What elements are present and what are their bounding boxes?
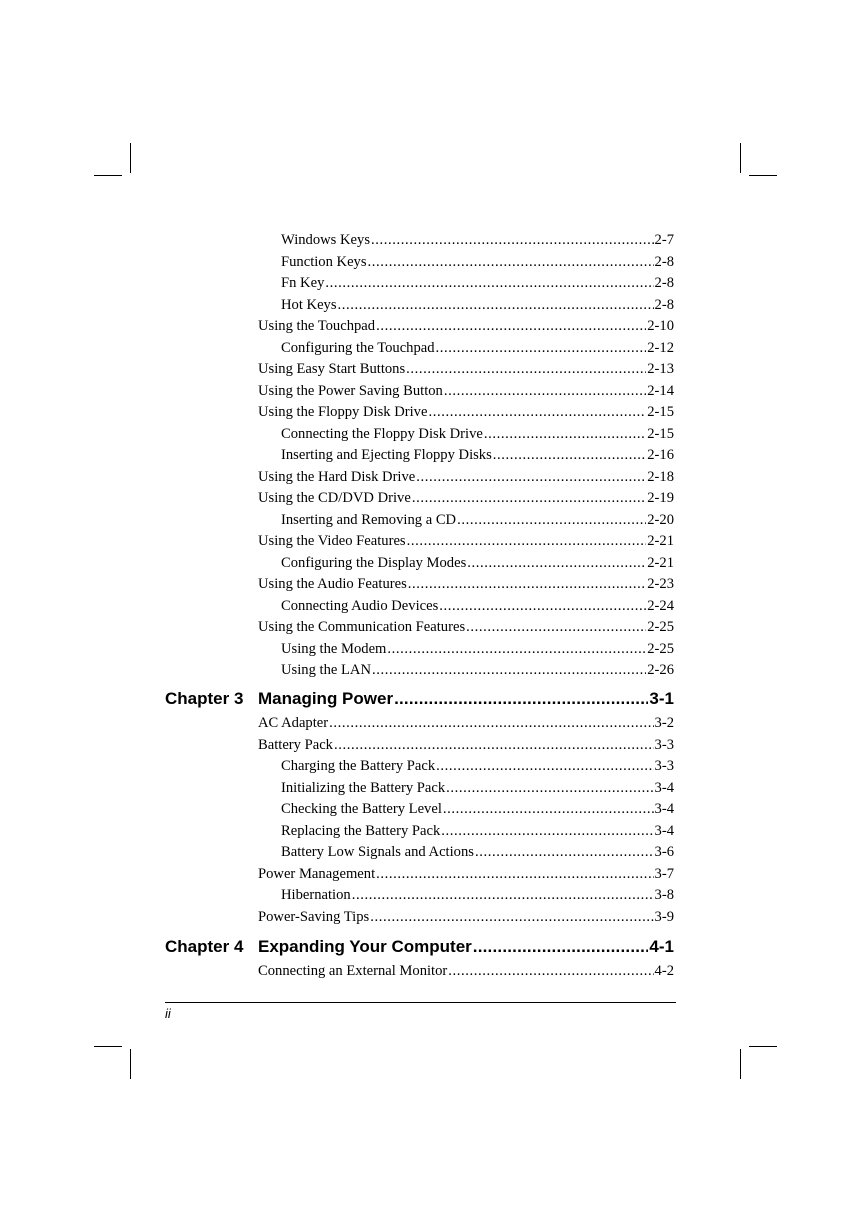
crop-mark xyxy=(740,1049,741,1079)
crop-mark xyxy=(94,1046,122,1047)
dot-leader xyxy=(387,640,646,658)
dot-leader xyxy=(467,554,646,572)
toc-entry-page: 3-8 xyxy=(654,887,674,903)
toc-entry-title: Inserting and Removing a CD xyxy=(281,511,457,528)
toc-entry[interactable] xyxy=(258,317,674,335)
dot-leader xyxy=(371,231,654,249)
dot-leader xyxy=(443,800,654,818)
toc-entry-page: 2-7 xyxy=(654,232,674,248)
chapter-title: Managing Power xyxy=(258,689,394,708)
dot-leader xyxy=(325,274,653,292)
dot-leader xyxy=(484,425,646,443)
crop-mark xyxy=(130,1049,131,1079)
chapter-heading-row[interactable] xyxy=(258,688,674,710)
toc-entry[interactable] xyxy=(281,843,674,861)
toc-entry[interactable] xyxy=(258,489,674,507)
toc-entry-title: Using Easy Start Buttons xyxy=(258,361,406,377)
dot-leader xyxy=(412,489,646,507)
toc-entry-page: 2-26 xyxy=(647,662,674,678)
toc-entry-title: Using the Power Saving Button xyxy=(258,382,443,399)
toc-entry-page: 3-3 xyxy=(654,758,674,774)
dot-leader xyxy=(416,468,646,486)
toc-entry-title: AC Adapter xyxy=(258,715,329,731)
dot-leader xyxy=(329,714,653,732)
chapter-label: Chapter 3 xyxy=(165,689,244,708)
toc-entry[interactable] xyxy=(258,575,674,593)
toc-entry-page: 2-14 xyxy=(647,382,674,399)
toc-entry[interactable] xyxy=(281,511,674,529)
dot-leader xyxy=(406,360,646,378)
toc-entry[interactable] xyxy=(281,757,674,775)
toc-entry-title: Battery Pack xyxy=(258,736,333,753)
toc-entry-title: Using the Touchpad xyxy=(258,318,376,334)
dot-leader xyxy=(436,339,647,357)
toc-entry-title: Power Management xyxy=(258,865,376,882)
toc-entry[interactable] xyxy=(281,554,674,572)
footer-rule xyxy=(165,1002,676,1003)
toc-entry-page: 2-20 xyxy=(647,511,674,528)
toc-entry-page: 2-24 xyxy=(647,597,674,614)
toc-entry-title: Checking the Battery Level xyxy=(281,801,442,817)
toc-entry-title: Fn Key xyxy=(281,275,325,291)
toc-entry-page: 2-21 xyxy=(647,533,674,549)
toc-entry-title: Inserting and Ejecting Floppy Disks xyxy=(281,447,492,463)
dot-leader xyxy=(338,296,654,314)
toc-entry[interactable] xyxy=(258,360,674,378)
toc-entry[interactable] xyxy=(281,800,674,818)
toc-entry[interactable] xyxy=(258,962,674,980)
chapter-page-number: 3-1 xyxy=(649,689,674,708)
chapter-page-number: 4-1 xyxy=(649,937,674,956)
toc-entry-title: Battery Low Signals and Actions xyxy=(281,844,474,860)
toc-entry-title: Using the Video Features xyxy=(258,533,406,549)
toc-entry-page: 2-8 xyxy=(654,296,674,313)
dot-leader xyxy=(428,403,646,421)
toc-entry-page: 3-9 xyxy=(654,908,674,925)
toc-entry[interactable] xyxy=(281,822,674,840)
toc-entry[interactable] xyxy=(281,425,674,443)
toc-entry-title: Using the Audio Features xyxy=(258,576,407,592)
toc-entry[interactable] xyxy=(281,886,674,904)
toc-entry[interactable] xyxy=(281,661,674,679)
toc-entry-page: 2-21 xyxy=(647,554,674,571)
toc-entry[interactable] xyxy=(281,640,674,658)
dot-leader xyxy=(436,757,653,775)
toc-entry[interactable] xyxy=(258,468,674,486)
toc-entry-page: 2-8 xyxy=(654,253,674,270)
chapter-label: Chapter 4 xyxy=(165,937,244,956)
toc-entry[interactable] xyxy=(281,253,674,271)
toc-entry-title: Charging the Battery Pack xyxy=(281,758,436,774)
toc-entry-title: Using the Communication Features xyxy=(258,619,466,635)
dot-leader xyxy=(394,688,648,710)
dot-leader xyxy=(448,962,653,980)
toc-entry-title: Using the Floppy Disk Drive xyxy=(258,404,428,420)
toc-entry-page: 2-8 xyxy=(654,275,674,291)
dot-leader xyxy=(376,317,646,335)
toc-entry-title: Replacing the Battery Pack xyxy=(281,822,441,839)
chapter-title: Expanding Your Computer xyxy=(258,937,472,956)
toc-entry-page: 2-25 xyxy=(647,640,674,657)
toc-entry-page: 2-23 xyxy=(647,576,674,592)
toc-entry[interactable] xyxy=(281,231,674,249)
toc-entry[interactable] xyxy=(258,382,674,400)
toc-entry[interactable] xyxy=(258,714,674,732)
dot-leader xyxy=(370,908,653,926)
toc-entry[interactable] xyxy=(281,296,674,314)
toc-entry-title: Function Keys xyxy=(281,253,367,270)
dot-leader xyxy=(441,822,653,840)
toc-entry-title: Windows Keys xyxy=(281,232,370,248)
toc-entry-title: Initializing the Battery Pack xyxy=(281,779,446,796)
toc-entry-page: 2-15 xyxy=(647,404,674,420)
toc-entry[interactable] xyxy=(281,446,674,464)
dot-leader xyxy=(444,382,646,400)
dot-leader xyxy=(408,575,646,593)
toc-entry[interactable] xyxy=(258,618,674,636)
toc-entry[interactable] xyxy=(281,597,674,615)
crop-mark xyxy=(749,1046,777,1047)
dot-leader xyxy=(475,843,654,861)
toc-entry-page: 2-10 xyxy=(647,318,674,334)
toc-entry-page: 2-18 xyxy=(647,468,674,485)
toc-entry-title: Using the Modem xyxy=(281,640,387,657)
toc-entry-page: 3-4 xyxy=(654,801,674,817)
toc-entry-title: Hibernation xyxy=(281,887,351,903)
toc-entry-page: 2-13 xyxy=(647,361,674,377)
toc-entry[interactable] xyxy=(258,865,674,883)
dot-leader xyxy=(466,618,646,636)
toc-entry-title: Using the CD/DVD Drive xyxy=(258,490,411,506)
toc-entry-page: 3-7 xyxy=(654,865,674,882)
dot-leader xyxy=(457,511,646,529)
toc-entry-title: Connecting Audio Devices xyxy=(281,597,439,614)
toc-entry-page: 2-25 xyxy=(647,619,674,635)
toc-entry-page: 2-15 xyxy=(647,425,674,442)
toc-entry[interactable] xyxy=(258,403,674,421)
toc-entry-page: 3-2 xyxy=(654,715,674,731)
dot-leader xyxy=(446,779,653,797)
toc-entry-page: 2-16 xyxy=(647,447,674,463)
toc-entry[interactable] xyxy=(281,274,674,292)
toc-entry[interactable] xyxy=(281,339,674,357)
toc-entry-title: Connecting the Floppy Disk Drive xyxy=(281,425,483,442)
dot-leader xyxy=(439,597,646,615)
toc-entry-title: Power-Saving Tips xyxy=(258,908,370,925)
dot-leader xyxy=(352,886,654,904)
toc-entry-page: 3-6 xyxy=(654,844,674,860)
toc-entry-title: Configuring the Touchpad xyxy=(281,339,435,356)
dot-leader xyxy=(376,865,653,883)
toc-entry-title: Configuring the Display Modes xyxy=(281,554,467,571)
toc-entry-title: Using the Hard Disk Drive xyxy=(258,468,416,485)
toc-entry-title: Hot Keys xyxy=(281,296,337,313)
toc-entry[interactable] xyxy=(258,908,674,926)
toc-entry-page: 3-4 xyxy=(654,822,674,839)
dot-leader xyxy=(334,736,654,754)
chapter-heading-row[interactable] xyxy=(258,936,674,958)
dot-leader xyxy=(368,253,654,271)
toc-entry-title: Using the LAN xyxy=(281,662,371,678)
toc-entry-page: 2-19 xyxy=(647,490,674,506)
dot-leader xyxy=(407,532,647,550)
dot-leader xyxy=(372,661,646,679)
page-number: ii xyxy=(165,1006,171,1021)
toc-entry[interactable] xyxy=(258,736,674,754)
toc-entry[interactable] xyxy=(281,779,674,797)
toc-entry-page: 3-3 xyxy=(654,736,674,753)
toc-entry-title: Connecting an External Monitor xyxy=(258,963,448,979)
toc-entry-page: 4-2 xyxy=(654,963,674,979)
toc-entry-page: 3-4 xyxy=(654,779,674,796)
dot-leader xyxy=(473,936,649,958)
toc-entry[interactable] xyxy=(258,532,674,550)
dot-leader xyxy=(493,446,646,464)
toc-entry-page: 2-12 xyxy=(647,339,674,356)
